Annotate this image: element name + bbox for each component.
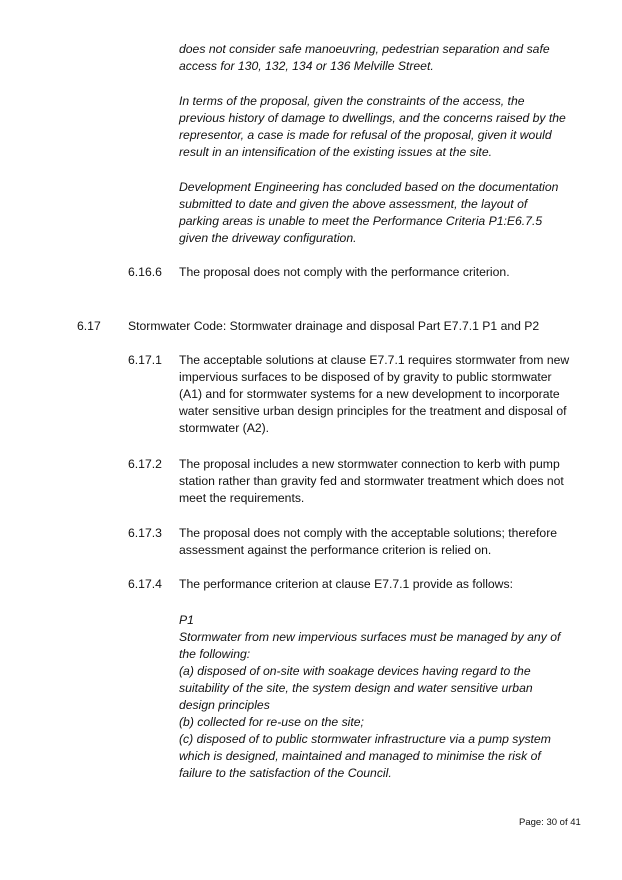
clause-text: (A1) and for stormwater systems for a new development to incorporate [179,387,560,401]
clause-number: 6.17.2 [128,457,162,471]
clause-text: The acceptable solutions at clause E7.7.1 requires stormwater from new [179,353,570,367]
quote-line: (c) disposed of to public stormwater infrastructure via a pump system [179,732,551,746]
quote-line: does not consider safe manoeuvring, pedestrian separation and safe [179,42,550,56]
clause-text: The performance criterion at clause E7.7.1 provide as follows: [179,577,513,591]
clause-number: 6.16.6 [128,265,162,279]
quote-line: parking areas is unable to meet the Performance Criteria P1:E6.7.5 [179,214,543,228]
quote-line: In terms of the proposal, given the constraints of the access, the [179,94,525,108]
quote-line: previous history of damage to dwellings, and the concerns raised by the [179,111,566,125]
clause-text: stormwater (A2). [179,421,270,435]
quote-line: given the driveway configuration. [179,231,357,245]
clause-number: 6.17.3 [128,526,162,540]
quote-line: result in an intensification of the existing issues at the site. [179,145,492,159]
quote-line: P1 [179,613,194,627]
quote-line: suitability of the site, the system design and water sensitive urban [179,681,533,695]
clause-text: The proposal does not comply with the acceptable solutions; therefore [179,526,558,540]
quote-line: design principles [179,698,270,712]
quote-line: (b) collected for re-use on the site; [179,715,364,729]
quote-line: access for 130, 132, 134 or 136 Melville Street. [179,59,434,73]
quote-line: Stormwater from new impervious surfaces must be managed by any of [179,630,561,644]
quote-line: Development Engineering has concluded based on the documentation [179,180,559,194]
quote-line: submitted to date and given the above assessment, the layout of [179,197,528,211]
clause-text: water sensitive urban design principles for the treatment and disposal of [179,404,567,418]
clause-text: impervious surfaces to be disposed of by gravity to public stormwater [179,370,552,384]
clause-number: 6.17.4 [128,577,162,591]
clause-text: assessment against the performance criterion is relied on. [179,543,492,557]
clause-text: meet the requirements. [179,491,305,505]
clause-text: The proposal does not comply with the performance criterion. [179,265,510,279]
page-number: Page: 30 of 41 [519,817,581,828]
clause-text: The proposal includes a new stormwater connection to kerb with pump [179,457,560,471]
quote-line: failure to the satisfaction of the Council. [179,766,392,780]
quote-line: representor, a case is made for refusal of the proposal, given it would [179,128,552,142]
quote-line: the following: [179,647,251,661]
quote-line: (a) disposed of on-site with soakage devices having regard to the [179,664,531,678]
clause-text: station rather than gravity fed and stormwater treatment which does not [179,474,564,488]
quote-line: which is designed, maintained and managed to minimise the risk of [179,749,541,763]
section-number: 6.17 [77,319,101,333]
section-title: Stormwater Code: Stormwater drainage and disposal Part E7.7.1 P1 and P2 [128,319,540,333]
clause-number: 6.17.1 [128,353,162,367]
